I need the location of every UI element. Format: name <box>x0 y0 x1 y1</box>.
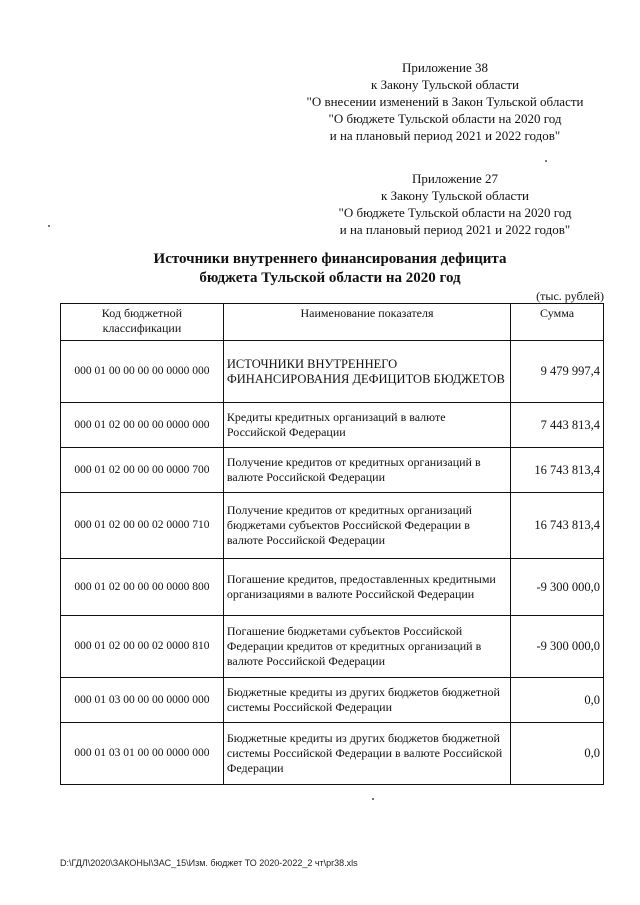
row-sum: 0,0 <box>511 723 604 785</box>
row-name: Бюджетные кредиты из других бюджетов бюджетной системы Российской Федерации <box>223 678 510 723</box>
header-code: Код бюджетной классификации <box>61 304 224 341</box>
scan-speck <box>372 798 374 800</box>
table-row <box>61 723 604 785</box>
appendix-38-line: "О внесении изменений в Закон Тульской области <box>306 94 584 109</box>
title-line-1: Источники внутреннего финансирования дефицита <box>153 251 507 267</box>
table-row <box>61 559 604 616</box>
scan-speck <box>545 160 547 162</box>
appendix-27-line: к Закону Тульской области <box>381 188 529 203</box>
appendix-27-line: Приложение 27 <box>411 171 499 186</box>
table-row <box>61 678 604 723</box>
appendix-38-line: "О бюджете Тульской области на 2020 год <box>328 111 562 126</box>
row-sum: 0,0 <box>511 678 604 723</box>
row-code: 000 01 02 00 00 02 0000 810 <box>61 616 224 678</box>
row-name: Получение кредитов от кредитных организаций в валюте Российской Федерации <box>223 448 510 493</box>
row-sum: 7 443 813,4 <box>511 403 604 448</box>
row-code: 000 01 02 00 00 00 0000 700 <box>61 448 224 493</box>
document-title <box>60 250 600 288</box>
row-name: Получение кредитов от кредитных организаций бюджетами субъектов Российской Федерации в валюте Российской Федерации <box>223 493 510 559</box>
row-code: 000 01 02 00 00 00 0000 000 <box>61 403 224 448</box>
row-code: 000 01 02 00 00 00 0000 800 <box>61 559 224 616</box>
table-row <box>61 493 604 559</box>
row-name: Кредиты кредитных организаций в валюте Российской Федерации <box>223 403 510 448</box>
financing-sources-table <box>60 303 604 785</box>
table-row <box>61 341 604 403</box>
row-sum: -9 300 000,0 <box>511 559 604 616</box>
file-path-footer: D:\ГДЛ\2020\ЗАКОНЫ\ЗАС_15\Изм. бюджет ТО 2020-2022_2 чт\pr38.xls <box>60 858 358 868</box>
appendix-27-header <box>330 170 580 238</box>
appendix-38-line: и на плановый период 2021 и 2022 годов" <box>329 128 561 143</box>
table-row <box>61 616 604 678</box>
table-row <box>61 403 604 448</box>
units-label: (тыс. рублей) <box>536 289 604 303</box>
table-row <box>61 448 604 493</box>
appendix-38-header <box>300 59 590 144</box>
row-name: Бюджетные кредиты из других бюджетов бюджетной системы Российской Федерации в валюте Российской Федерации <box>223 723 510 785</box>
row-sum: -9 300 000,0 <box>511 616 604 678</box>
header-name: Наименование показателя <box>223 304 510 341</box>
appendix-27-line: "О бюджете Тульской области на 2020 год <box>338 205 572 220</box>
row-name: Погашение бюджетами субъектов Российской Федерации кредитов от кредитных организаций в валюте Российской Федерации <box>223 616 510 678</box>
appendix-27-line: и на плановый период 2021 и 2022 годов" <box>339 222 571 237</box>
row-sum: 16 743 813,4 <box>511 493 604 559</box>
table-header-row <box>61 304 604 341</box>
row-sum: 9 479 997,4 <box>511 341 604 403</box>
scan-speck <box>48 225 50 227</box>
row-sum: 16 743 813,4 <box>511 448 604 493</box>
title-line-2: бюджета Тульской области на 2020 год <box>199 270 461 286</box>
row-name: ИСТОЧНИКИ ВНУТРЕННЕГО ФИНАНСИРОВАНИЯ ДЕФИЦИТОВ БЮДЖЕТОВ <box>223 341 510 403</box>
row-code: 000 01 03 00 00 00 0000 000 <box>61 678 224 723</box>
row-code: 000 01 03 01 00 00 0000 000 <box>61 723 224 785</box>
row-code: 000 01 00 00 00 00 0000 000 <box>61 341 224 403</box>
row-code: 000 01 02 00 00 02 0000 710 <box>61 493 224 559</box>
appendix-38-line: Приложение 38 <box>401 60 489 75</box>
appendix-38-line: к Закону Тульской области <box>371 77 519 92</box>
header-sum: Сумма <box>511 304 604 341</box>
row-name: Погашение кредитов, предоставленных кредитными организациями в валюте Российской Федерации <box>223 559 510 616</box>
